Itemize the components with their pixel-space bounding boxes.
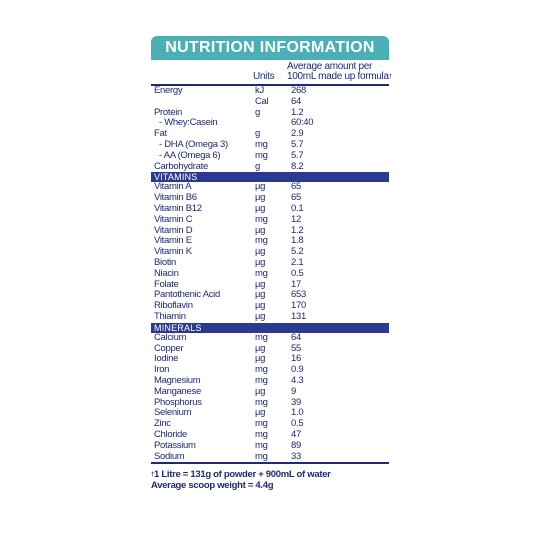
nutrient-value: 65 (291, 192, 301, 204)
nutrient-value: 1.0 (291, 407, 304, 419)
panel-title: NUTRITION INFORMATION (151, 36, 389, 60)
nutrient-name: - Whey:Casein (159, 117, 218, 129)
nutrient-value: 12 (291, 213, 301, 225)
table-row (151, 301, 389, 312)
table-row (151, 258, 389, 269)
nutrient-name: Fat (154, 128, 167, 140)
nutrient-unit: µg (255, 256, 266, 268)
nutrient-value: 131 (291, 310, 306, 322)
nutrient-name: Sodium (154, 450, 185, 462)
nutrient-value: 268 (291, 85, 306, 96)
nutrient-value: 4.3 (291, 374, 304, 386)
nutrient-unit: µg (255, 224, 266, 236)
nutrient-name: Copper (154, 342, 184, 354)
general-section (151, 86, 389, 172)
nutrient-unit: g (255, 128, 260, 140)
table-row (151, 354, 389, 365)
nutrient-name: Magnesium (154, 374, 201, 386)
nutrient-unit: mg (255, 374, 268, 386)
nutrient-name: Energy (154, 85, 183, 96)
nutrient-value: 0.9 (291, 364, 304, 376)
nutrient-unit: mg (255, 364, 268, 376)
table-row (151, 269, 389, 280)
nutrient-unit: µg (255, 310, 266, 322)
nutrient-name: Selenium (154, 407, 192, 419)
nutrient-name: Vitamin E (154, 235, 192, 247)
nutrient-unit: mg (255, 450, 268, 462)
nutrient-name: Folate (154, 278, 179, 290)
minerals-section-header: MINERALS (151, 323, 389, 333)
nutrient-value: 2.9 (291, 128, 304, 140)
table-row (151, 97, 389, 108)
nutrient-name: Vitamin K (154, 246, 192, 258)
nutrient-unit: mg (255, 418, 268, 430)
nutrient-name: Vitamin B6 (154, 192, 197, 204)
nutrient-name: Vitamin D (154, 224, 193, 236)
nutrient-value: 1.2 (291, 224, 304, 236)
table-row (151, 452, 389, 463)
nutrient-unit: µg (255, 385, 266, 397)
nutrient-value: 9 (291, 385, 296, 397)
table-row (151, 215, 389, 226)
nutrient-name: - AA (Omega 6) (159, 149, 221, 161)
nutrient-value: 8.2 (291, 160, 304, 172)
nutrient-name: Biotin (154, 256, 176, 268)
vitamins-section (151, 182, 389, 322)
table-row (151, 118, 389, 129)
nutrient-value: 60:40 (291, 117, 314, 129)
nutrient-name: Riboflavin (154, 300, 193, 312)
nutrient-name: Iodine (154, 353, 179, 365)
footnote-line1: †1 Litre = 131g of powder + 900mL of water (151, 469, 331, 481)
table-row (151, 312, 389, 323)
nutrient-name: Manganese (154, 385, 201, 397)
nutrient-name: Calcium (154, 331, 187, 343)
amount-column-header (287, 62, 391, 82)
nutrient-name: Iron (154, 364, 170, 376)
nutrient-value: 55 (291, 342, 301, 354)
nutrient-value: 5.2 (291, 246, 304, 258)
nutrient-unit: mg (255, 331, 268, 343)
nutrient-name: Protein (154, 106, 183, 118)
nutrient-unit: µg (255, 278, 266, 290)
nutrient-value: 5.7 (291, 138, 304, 150)
dagger-mark: † (388, 74, 392, 80)
nutrient-unit: g (255, 160, 260, 172)
nutrient-name: Chloride (154, 428, 187, 440)
footer-divider (151, 462, 389, 464)
nutrient-unit: mg (255, 213, 268, 225)
nutrient-unit: µg (255, 342, 266, 354)
nutrient-value: 170 (291, 300, 306, 312)
nutrient-unit: mg (255, 235, 268, 247)
nutrient-value: 0.5 (291, 418, 304, 430)
table-row (151, 151, 389, 162)
amount-header-line2: 100mL made up formula† (287, 71, 392, 82)
nutrient-unit: µg (255, 353, 266, 365)
nutrient-unit: mg (255, 149, 268, 161)
nutrient-unit: µg (255, 289, 266, 301)
table-row (151, 247, 389, 258)
nutrient-name: Vitamin C (154, 213, 193, 225)
footnote-line2: Average scoop weight = 4.4g (151, 479, 274, 491)
nutrient-name: Pantothenic Acid (154, 289, 220, 301)
nutrient-unit: µg (255, 246, 266, 258)
nutrient-value: 89 (291, 439, 301, 451)
nutrient-value: 2.1 (291, 256, 304, 268)
nutrient-value: 1.2 (291, 106, 304, 118)
table-row (151, 333, 389, 344)
nutrient-name: Phosphorus (154, 396, 202, 408)
nutrition-panel (151, 36, 392, 491)
nutrient-unit: mg (255, 267, 268, 279)
amount-header-line1: Average amount per (287, 61, 373, 72)
units-column-header: Units (253, 71, 275, 82)
nutrient-value: 64 (291, 95, 301, 107)
nutrient-unit: Cal (255, 95, 269, 107)
nutrient-value: 33 (291, 450, 301, 462)
nutrient-unit: µg (255, 202, 266, 214)
nutrient-unit: µg (255, 300, 266, 312)
nutrient-unit: mg (255, 138, 268, 150)
vitamins-section-header: VITAMINS (151, 172, 389, 182)
nutrient-value: 653 (291, 289, 306, 301)
nutrient-value: 0.1 (291, 202, 304, 214)
footnote (151, 470, 389, 491)
nutrient-name: Vitamin B12 (154, 202, 202, 214)
nutrient-name: Zinc (154, 418, 171, 430)
table-row (151, 162, 389, 173)
table-row (151, 387, 389, 398)
table-row (151, 344, 389, 355)
nutrient-value: 17 (291, 278, 301, 290)
nutrient-unit: µg (255, 407, 266, 419)
nutrient-value: 47 (291, 428, 301, 440)
nutrient-value: 39 (291, 396, 301, 408)
table-row (151, 408, 389, 419)
nutrient-unit: µg (255, 181, 266, 193)
nutrient-name: Niacin (154, 267, 179, 279)
table-row (151, 86, 389, 97)
minerals-section (151, 333, 389, 463)
nutrient-value: 5.7 (291, 149, 304, 161)
nutrient-value: 0.5 (291, 267, 304, 279)
nutrient-unit: µg (255, 192, 266, 204)
nutrient-unit: kJ (255, 85, 264, 96)
nutrient-value: 64 (291, 331, 301, 343)
nutrient-name: Thiamin (154, 310, 186, 322)
nutrient-name: Vitamin A (154, 181, 192, 193)
table-row (151, 441, 389, 452)
nutrient-value: 65 (291, 181, 301, 193)
nutrient-value: 16 (291, 353, 301, 365)
nutrient-unit: g (255, 106, 260, 118)
nutrient-name: Carbohydrate (154, 160, 208, 172)
table-header (151, 60, 392, 84)
nutrient-name: - DHA (Omega 3) (159, 138, 228, 150)
nutrient-name: Potassium (154, 439, 196, 451)
nutrient-value: 1.8 (291, 235, 304, 247)
nutrient-unit: mg (255, 439, 268, 451)
nutrient-unit: mg (255, 428, 268, 440)
nutrient-unit: mg (255, 396, 268, 408)
